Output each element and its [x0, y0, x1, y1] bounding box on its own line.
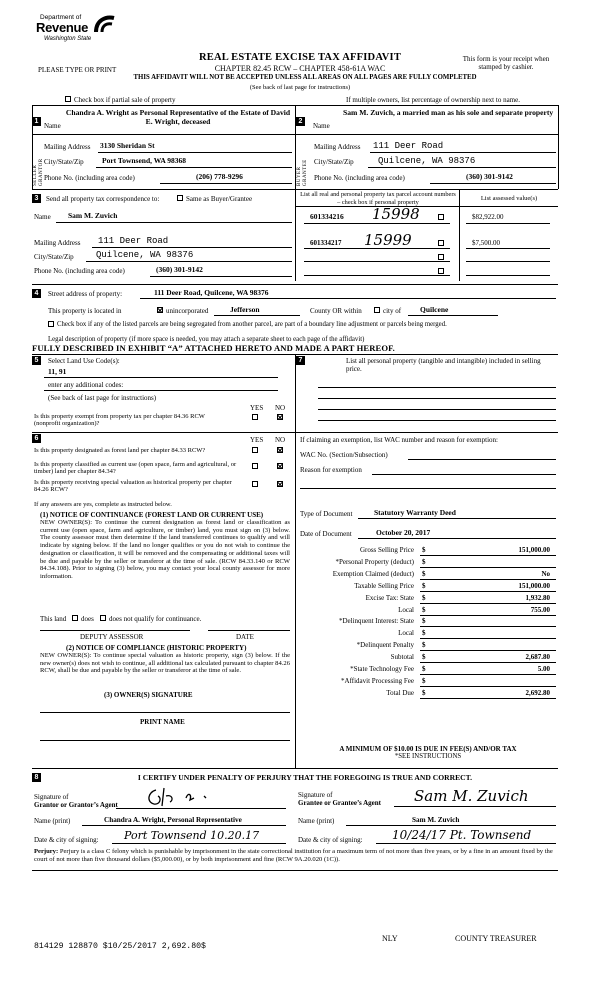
personal-property-checkbox[interactable]: [438, 214, 444, 220]
tax-row-underline: [420, 662, 556, 663]
tax-row-underline: [420, 650, 556, 651]
form-see-back: (See back of last page for instructions): [249, 84, 351, 91]
tax-row-underline: [420, 555, 556, 556]
owner-signature-label: (3) OWNER(S) SIGNATURE: [104, 691, 193, 699]
perjury-notice: [34, 848, 556, 864]
multiple-owners-note: If multiple owners, list percentage of ownership next to name.: [346, 96, 520, 104]
parcel-number: 601334217: [310, 239, 342, 247]
current-use-no-checkbox[interactable]: [277, 463, 283, 469]
seller-mailing: 3130 Sheridan St: [100, 141, 155, 150]
tax-row-currency: $: [422, 641, 426, 650]
tax-row-label: Total Due: [386, 688, 414, 697]
tax-row-currency: $: [422, 665, 426, 673]
tax-row-currency: $: [422, 546, 426, 554]
additional-codes-label: enter any additional codes:: [48, 381, 124, 389]
perjury-text: Perjury is a class C felony which is punishable by imprisonment in the state correctional institution for a maximum term of not more than five years, or by a fine in an amount fixed by the court of not more than five thousand dollars ($5,000.00), or by both imprisonment and fine (RCW 9A.20.020 (1C)).: [34, 848, 553, 863]
buyer-city: Quilcene, WA 98376: [378, 156, 476, 166]
seller-city: Port Townsend, WA 98368: [102, 156, 187, 165]
seller-mailing-label: Mailing Address: [44, 143, 91, 151]
tax-row-label: Local: [398, 605, 414, 614]
seller-name: Chandra A. Wright as Personal Representative of the Estate of David E. Wright, deceased: [65, 108, 291, 127]
corr-mailing: 111 Deer Road: [98, 236, 169, 246]
grantee-date-city: 10/24/17 Pt. Townsend: [392, 828, 532, 842]
grantee-print-label: Name (print): [298, 817, 335, 825]
section-1-badge: 1: [32, 117, 41, 126]
historic-yes-checkbox[interactable]: [252, 481, 258, 487]
personal-property-checkbox[interactable]: [438, 268, 444, 274]
cashier-stamp: 814129 128870 $10/25/2017 2,692.80$: [34, 942, 206, 951]
grantee-signature: Sam M. Zuvich: [414, 787, 529, 805]
segregated-checkbox[interactable]: [48, 321, 54, 327]
notice1-body: NEW OWNER(S): To continue the current designation as forest land or classification as current use (open space, farm and agriculture, or timber) land, you must sign on (3) below. The county assessor must then determine if the land transferred continues to qualify and will indicate by signing below. If the land no longer qualifies or you do not wish to continue the designation or classification, it will be removed and the compensating or additional taxes will be due and payable by the seller or transferor at the time of sale. (RCW 84.33.140 or RCW 84.34.108). Prior to signing (3) below, you may contact your local county assessor for more information.: [40, 519, 290, 580]
form-title: REAL ESTATE EXCISE TAX AFFIDAVIT: [198, 52, 402, 63]
perjury-label: Perjury:: [34, 848, 59, 855]
tax-row-label: Taxable Selling Price: [354, 581, 414, 590]
notice1-title: (1) NOTICE OF CONTINUANCE (FOREST LAND OR CURRENT USE): [40, 511, 264, 519]
historic-question: Is this property receiving special valuation as historical property per chapter 84.26 RCW?: [34, 479, 232, 494]
doc-date-value: October 20, 2017: [376, 528, 431, 537]
grantor-sig-label: [34, 793, 118, 809]
forest-no-checkbox[interactable]: [277, 447, 283, 453]
tax-row-currency: $: [422, 629, 426, 638]
dor-logo: [36, 14, 126, 54]
corr-phone: (360) 301-9142: [156, 265, 203, 274]
reason-label: Reason for exemption: [300, 466, 362, 474]
deputy-assessor-label: DEPUTY ASSESSOR: [80, 633, 144, 641]
grantor-date-city: Port Townsend 10.20.17: [124, 829, 260, 842]
this-land-label: This land: [40, 615, 67, 623]
buyer-phone-label: Phone No. (including area code): [314, 174, 405, 182]
personal-property-checkbox[interactable]: [438, 240, 444, 246]
tax-row: [300, 653, 556, 664]
tax-row: [300, 689, 556, 700]
buyer-mailing-label: Mailing Address: [314, 143, 361, 151]
buyer-city-label: City/State/Zip: [314, 158, 354, 166]
exemption-label: If claiming an exemption, list WAC number and reason for exemption:: [300, 436, 498, 444]
grantee-sig-label-2: Grantee or Grantee’s Agent: [298, 799, 382, 808]
tax-row-label: *State Technology Fee: [350, 665, 414, 673]
seller-phone: (206) 778-9296: [196, 172, 243, 181]
street-value: 111 Deer Road, Quilcene, WA 98376: [154, 288, 269, 297]
unincorporated-label: unincorporated: [166, 307, 209, 315]
tax-row: [300, 677, 556, 688]
city-of-checkbox[interactable]: [374, 307, 380, 313]
logo-mark-icon: [92, 14, 118, 36]
personal-property-checkbox[interactable]: [438, 254, 444, 260]
tax-row-label: *Delinquent Penalty: [356, 641, 414, 650]
same-as-buyer-label: Same as Buyer/Grantee: [186, 195, 253, 203]
street-label: Street address of property:: [48, 290, 123, 298]
tax-row: [300, 570, 556, 581]
does-checkbox[interactable]: [72, 615, 78, 621]
form-subtitle: CHAPTER 82.45 RCW – CHAPTER 458-61A WAC: [214, 64, 386, 73]
grantee-date-label: Date & city of signing:: [298, 836, 363, 844]
tax-row: [300, 582, 556, 593]
land-use-value: 11, 91: [48, 367, 67, 376]
form-warning: THIS AFFIDAVIT WILL NOT BE ACCEPTED UNLESS ALL AREAS ON ALL PAGES ARE FULLY COMPLETED: [133, 74, 477, 81]
tax-row-currency: $: [422, 676, 426, 685]
tax-row-underline: [420, 626, 556, 627]
legal-desc-label: Legal description of property (if more space is needed, you may attach a separate sheet to each page of the affidavit): [48, 336, 365, 343]
minimum-note: A MINIMUM OF $10.00 IS DUE IN FEE(S) AND/OR TAX: [339, 745, 517, 753]
tax-row-label: Gross Selling Price: [359, 546, 414, 554]
parcel-number: 601334216: [310, 212, 344, 221]
county-name: Jefferson: [230, 305, 260, 314]
current-use-yes-checkbox[interactable]: [252, 463, 258, 469]
section-3-badge: 3: [32, 194, 41, 203]
tax-row-currency: $: [422, 653, 426, 662]
corr-name-label: Name: [34, 213, 51, 221]
notice2-body: NEW OWNER(S): To continue special valuation as historic property, sign (3) below. If the new owner(s) does not wish to continue, all additional tax calculated pursuant to chapter 84.26 RCW, shall be due and payable by the seller or transferor at the time of sale.: [40, 652, 290, 675]
notice2-title: (2) NOTICE OF COMPLIANCE (HISTORIC PROPERTY): [66, 644, 247, 652]
current-use-question: Is this property classified as current use (open space, farm and agricultural, or timber) land per chapter 84.34?: [34, 461, 237, 476]
tax-row-underline: [420, 567, 556, 568]
county-treasurer-label: COUNTY TREASURER: [455, 934, 537, 943]
located-label: This property is located in: [48, 307, 122, 315]
tax-row-currency: $: [422, 617, 426, 626]
buyer-name: Sam M. Zuvich, a married man as his sole and separate property: [343, 108, 554, 117]
grantor-print-name: Chandra A. Wright, Personal Representative: [104, 816, 242, 824]
section-4-badge: 4: [32, 289, 41, 298]
tax-row-underline: [420, 591, 556, 592]
section-8-badge: 8: [32, 773, 41, 782]
legal-desc-value: FULLY DESCRIBED IN EXHIBIT “A” ATTACHED HERETO AND MADE A PART HEREOF.: [32, 343, 395, 353]
section-2-badge: 2: [296, 117, 305, 126]
if-yes-note: If any answers are yes, complete as instructed below.: [34, 501, 172, 508]
does-label: does: [81, 615, 94, 623]
grantor-sig-label-2: Grantor or Grantor’s Agent: [34, 801, 118, 810]
receipt-note: This form is your receipt when stamped by cashier.: [462, 55, 550, 72]
exempt-no-checkbox[interactable]: [277, 414, 283, 420]
doc-type-value: Statutory Warranty Deed: [374, 508, 456, 517]
partial-sale-label: Check box if partial sale of property: [74, 96, 176, 104]
exempt-yes-checkbox[interactable]: [252, 414, 258, 420]
no-header: NO: [275, 404, 286, 412]
certify-text: I CERTIFY UNDER PENALTY OF PERJURY THAT THE FOREGOING IS TRUE AND CORRECT.: [137, 773, 473, 782]
tax-row-amount: 1,932.80: [525, 593, 550, 602]
grantor-date-label: Date & city of signing:: [34, 836, 99, 844]
section-6-badge: 6: [32, 434, 41, 443]
tax-row: [300, 546, 556, 557]
does-not-checkbox[interactable]: [100, 615, 106, 621]
tax-row: [300, 629, 556, 640]
parcel-value: $82,922.00: [472, 213, 504, 221]
land-use-label: Select Land Use Code(s):: [48, 357, 120, 365]
tax-row-amount: 2,692.80: [525, 688, 550, 697]
partial-sale-checkbox[interactable]: [65, 96, 71, 102]
logo-word: Revenue: [36, 20, 89, 35]
parcel-header: List all real and personal property tax parcel account numbers – check box if personal property: [300, 191, 456, 206]
tax-row-amount: 5.00: [537, 665, 550, 673]
section-5-badge: 5: [32, 356, 41, 365]
tax-row-underline: [420, 686, 556, 687]
corr-mailing-label: Mailing Address: [34, 239, 81, 247]
tax-row: [300, 617, 556, 628]
grantee-sig-label: [298, 791, 381, 807]
tax-row-underline: [420, 674, 556, 675]
tax-row-amount: 755.00: [530, 605, 550, 614]
parcel-handwritten: 15998: [372, 205, 420, 223]
seller-city-label: City/State/Zip: [44, 158, 84, 166]
city-name: Quilcene: [420, 305, 449, 314]
seller-phone-label: Phone No. (including area code): [44, 174, 135, 182]
assessor-date-label: DATE: [236, 633, 254, 641]
please-type: PLEASE TYPE OR PRINT: [38, 66, 117, 74]
s6-yes-header: YES: [250, 436, 264, 444]
corr-phone-label: Phone No. (including area code): [34, 267, 125, 275]
tax-row: [300, 594, 556, 605]
send-correspondence-label: Send all property tax correspondence to:: [46, 195, 160, 203]
see-instructions: *SEE INSTRUCTIONS: [394, 753, 462, 760]
tax-row-amount: 2,687.80: [525, 653, 550, 662]
parcel-handwritten: 15999: [364, 231, 412, 249]
forest-yes-checkbox[interactable]: [252, 447, 258, 453]
tax-row-currency: $: [422, 688, 426, 697]
tax-row: [300, 558, 556, 569]
seller-side-label: SELLER GRANTOR: [33, 158, 44, 186]
tax-row-currency: $: [422, 605, 426, 614]
assessed-header: List assessed value(s): [480, 195, 538, 202]
tax-row-underline: [420, 603, 556, 604]
nly-label: NLY: [382, 934, 398, 943]
personal-property-label: List all personal property (tangible and intangible) included in selling price.: [346, 357, 541, 374]
tax-row-label: Exemption Claimed (deduct): [332, 569, 414, 578]
section-7-badge: 7: [296, 356, 305, 365]
tax-row-underline: [420, 615, 556, 616]
grantee-sig-label-1: Signature of: [298, 791, 333, 799]
tax-row: [300, 665, 556, 676]
tax-row-currency: $: [422, 581, 426, 590]
exempt-question: Is this property exempt from property tax per chapter 84.36 RCW (nonprofit organization)?: [34, 413, 205, 428]
tax-row-underline: [420, 638, 556, 639]
tax-row-label: *Personal Property (deduct): [335, 557, 414, 566]
county-label: County OR within: [310, 307, 362, 315]
tax-row-label: *Delinquent Interest: State: [338, 617, 414, 626]
grantor-signature: [142, 786, 222, 808]
grantor-sig-label-1: Signature of: [34, 793, 69, 801]
buyer-name-label: Name: [313, 122, 330, 130]
unincorporated-checkbox[interactable]: [157, 307, 163, 313]
logo-line1: Department of: [40, 14, 82, 21]
logo-line2: Washington State: [44, 36, 92, 42]
tax-row-currency: $: [422, 593, 426, 602]
s6-no-header: NO: [275, 436, 286, 444]
tax-row-currency: $: [422, 569, 426, 578]
print-name-label: PRINT NAME: [140, 718, 185, 726]
tax-row-label: Subtotal: [390, 653, 414, 662]
tax-row: [300, 641, 556, 652]
corr-name: Sam M. Zuvich: [68, 211, 118, 220]
forest-question: Is this property designated as forest land per chapter 84.33 RCW?: [34, 447, 206, 454]
buyer-mailing: 111 Deer Road: [373, 141, 444, 151]
tax-row-label: *Affidavit Processing Fee: [341, 676, 414, 685]
wac-label: WAC No. (Section/Subsection): [300, 451, 388, 459]
yes-header: YES: [250, 404, 264, 412]
city-of-label: city of: [383, 307, 402, 315]
tax-row-underline: [420, 698, 556, 699]
tax-row-amount: 151,000.00: [518, 546, 550, 554]
segregated-label: Check box if any of the listed parcels are being segregated from another parcel, are part of a boundary line adjustment or parcels being merged.: [57, 321, 447, 328]
tax-row-label: Excise Tax: State: [365, 593, 414, 602]
tax-row-amount: No: [541, 569, 550, 578]
historic-no-checkbox[interactable]: [277, 481, 283, 487]
doc-date-label: Date of Document: [300, 530, 352, 538]
tax-row-amount: 151,000.00: [518, 581, 550, 590]
grantor-print-label: Name (print): [34, 817, 71, 825]
grantee-print-name: Sam M. Zuvich: [412, 816, 460, 824]
does-not-label: does not qualify for continuance.: [109, 615, 202, 623]
parcel-value: $7,500.00: [472, 239, 500, 247]
land-use-see-back: (See back of last page for instructions): [48, 394, 157, 402]
same-as-buyer-checkbox[interactable]: [177, 195, 183, 201]
buyer-side-label: BUYER GRANTEE: [297, 159, 308, 186]
seller-name-label: Name: [44, 122, 61, 130]
tax-row-currency: $: [422, 557, 426, 566]
doc-type-label: Type of Document: [300, 510, 353, 518]
tax-row-underline: [420, 579, 556, 580]
buyer-phone: (360) 301-9142: [466, 172, 513, 181]
corr-city-label: City/State/Zip: [34, 253, 74, 261]
corr-city: Quilcene, WA 98376: [96, 250, 194, 260]
tax-row-label: Local: [398, 629, 414, 638]
tax-row: [300, 606, 556, 617]
